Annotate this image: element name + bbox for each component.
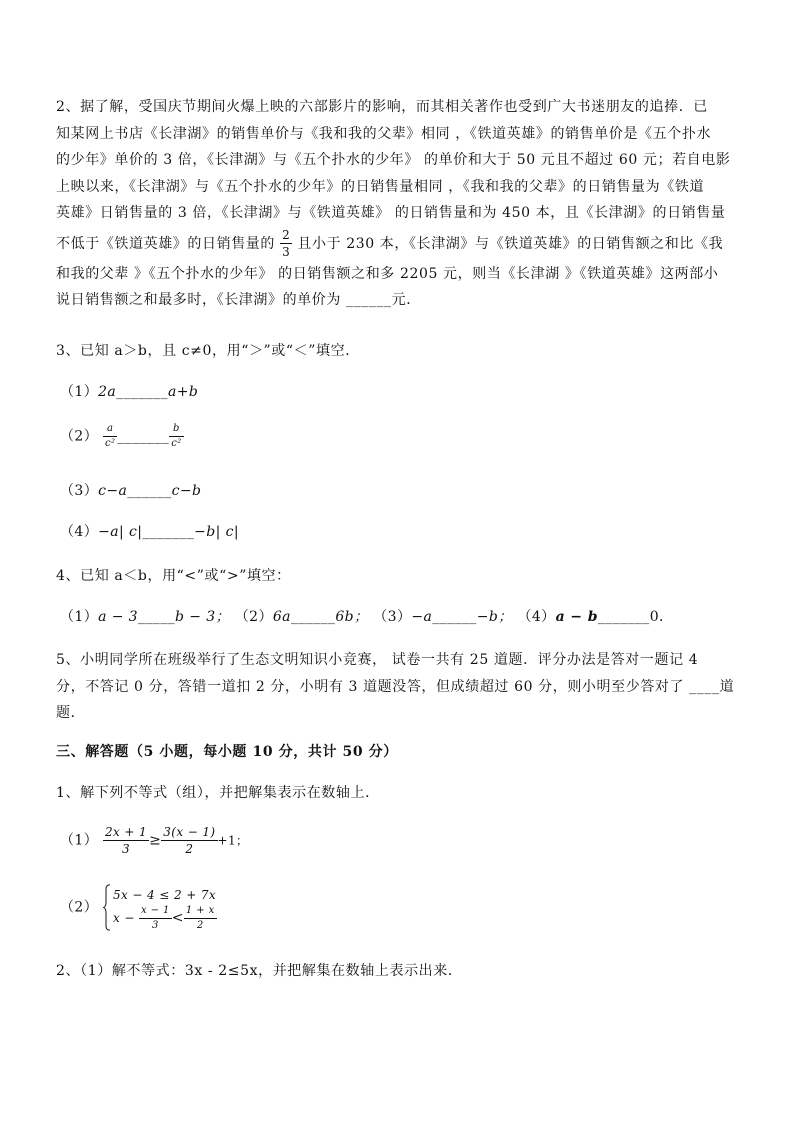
answer-blank: _______ bbox=[597, 609, 650, 625]
item-label: （2） bbox=[234, 609, 273, 625]
expr-right: 0． bbox=[649, 609, 674, 625]
expr-left: a − b bbox=[555, 609, 598, 625]
q2-text: 不低于《铁道英雄》的日销售量的 bbox=[56, 235, 275, 252]
fraction-a-over-c2 bbox=[103, 424, 117, 449]
item-label: （4） bbox=[517, 609, 556, 625]
expr-right: 6b； bbox=[335, 609, 369, 625]
solve-1-part-2 bbox=[60, 884, 217, 931]
answer-blank: _______ bbox=[142, 524, 195, 540]
fraction-2x-plus-1-over-3 bbox=[103, 826, 149, 855]
q4-parts bbox=[60, 607, 673, 627]
item-label: （4） bbox=[60, 524, 99, 540]
fraction-numerator: x − 1 bbox=[139, 906, 172, 919]
expr-left: 6a bbox=[272, 609, 291, 625]
q2-line: 的少年》单价的 3 倍，《长津湖》与《五个扑水的少年》 的单价和大于 50 元且不超过 60 元；若自电影 bbox=[56, 152, 731, 168]
fraction-denominator: c² bbox=[104, 438, 116, 449]
q3-item-3 bbox=[60, 481, 201, 501]
q3-item-1 bbox=[60, 382, 198, 402]
fraction-numerator: b bbox=[169, 424, 183, 437]
fraction-x-minus-1-over-3 bbox=[139, 906, 172, 931]
question-3-stem: 3、已知 a＞b，且 c≠0，用“＞”或“＜”填空． bbox=[56, 343, 360, 359]
q5-line: 题． bbox=[56, 705, 86, 721]
fraction-denominator: 2 bbox=[196, 920, 204, 931]
fraction-denominator: 2 bbox=[185, 842, 194, 856]
fraction-1-plus-x-over-2 bbox=[184, 906, 217, 931]
q2-line: 说日销售额之和最多时，《长津湖》的单价为 ______元． bbox=[56, 292, 421, 308]
solve-1-stem: 1、解下列不等式（组），并把解集表示在数轴上． bbox=[56, 785, 380, 801]
fraction-numerator: 1 + x bbox=[184, 906, 217, 919]
fraction-numerator: 2x + 1 bbox=[104, 825, 148, 839]
q2-text: 且小于 230 本，《长津湖》与《铁道英雄》的日销售额之和比《我 bbox=[297, 235, 724, 252]
expr-left: −a| c| bbox=[98, 524, 143, 540]
system-row-1: 5x − 4 ≤ 2 + 7x bbox=[112, 888, 217, 902]
fraction-b-over-c2 bbox=[169, 424, 183, 449]
q5-line: 分，不答记 0 分，答错一道扣 2 分，小明有 3 道题没答，但成绩超过 60 分，则小明至少答对了 ____道 bbox=[56, 678, 735, 695]
expr-right: −b| c| bbox=[194, 524, 239, 540]
left-brace-icon bbox=[103, 884, 111, 931]
expr-left: x − bbox=[112, 911, 135, 925]
fraction-numerator: 3(x − 1) bbox=[163, 825, 216, 839]
question-2 bbox=[56, 94, 740, 314]
q2-line: 知某网上书店《长津湖》的销售单价与《我和我的父辈》相同 ，《铁道英雄》的销售单价是《五个扑水 bbox=[56, 125, 712, 142]
question-5 bbox=[56, 647, 740, 727]
answer-blank: _____ bbox=[138, 609, 175, 625]
item-label: （2） bbox=[60, 899, 99, 916]
section-heading: 三、解答题（5 小题，每小题 10 分，共计 50 分） bbox=[56, 744, 398, 760]
item-label: （1） bbox=[60, 832, 99, 849]
q3-item-2 bbox=[60, 424, 184, 449]
fraction-denominator: 3 bbox=[152, 920, 159, 931]
q5-line: 5、小明同学所在班级举行了生态文明知识小竞赛， 试卷一共有 25 道题．评分办法是答对一题记 4 bbox=[56, 652, 699, 668]
inequality-system bbox=[103, 884, 217, 931]
expr-right: b − 3； bbox=[175, 609, 230, 625]
expr-left: −a bbox=[411, 609, 433, 625]
expr-right: a+b bbox=[167, 384, 199, 400]
expr-right: −b； bbox=[476, 609, 513, 625]
q3-item-4 bbox=[60, 522, 239, 542]
q2-line: 2、据了解，受国庆节期间火爆上映的六部影片的影响，而其相关著作也受到广大书迷朋友的追捧．已 bbox=[56, 99, 708, 115]
answer-blank: _______ bbox=[116, 384, 168, 400]
answer-blank: ______ bbox=[432, 609, 477, 625]
q2-line: 和我的父辈 》《五个扑水的少年》 的日销售额之和多 2205 元，则当《长津湖 》《铁道英雄》这两部小 bbox=[56, 265, 719, 282]
fraction-3-x-minus-1-over-2 bbox=[161, 826, 217, 855]
expr-tail: +1； bbox=[217, 833, 249, 848]
item-label: （2） bbox=[60, 428, 99, 445]
fraction-denominator: 3 bbox=[282, 245, 291, 259]
answer-blank: ______ bbox=[127, 483, 172, 499]
fraction-two-thirds bbox=[280, 229, 292, 258]
system-row-2 bbox=[113, 906, 217, 931]
fraction-numerator: 2 bbox=[282, 228, 291, 242]
item-label: （3） bbox=[373, 609, 412, 625]
q2-line: 英雄》日销售量的 3 倍，《长津湖》与《铁道英雄》 的日销售量和为 450 本，且《长津湖》的日销售量 bbox=[56, 205, 726, 221]
item-label: （1） bbox=[60, 609, 99, 625]
fraction-denominator: c² bbox=[171, 438, 182, 449]
solve-1-part-1 bbox=[60, 826, 248, 855]
question-4-stem: 4、已知 a＜b，用“<”或“>”填空： bbox=[56, 568, 291, 584]
expr-right: c−b bbox=[171, 483, 202, 499]
expr-left: a − 3 bbox=[98, 609, 138, 625]
q2-line: 上映以来，《长津湖》与《五个扑水的少年》的日销售量相同 ，《我和我的父辈》的日销售量为《铁道 bbox=[56, 178, 705, 195]
answer-blank: _______ bbox=[117, 428, 170, 445]
inequality-sign: ≥ bbox=[149, 832, 162, 849]
item-label: （3） bbox=[60, 483, 99, 499]
inequality-sign: < bbox=[171, 910, 184, 926]
item-label: （1） bbox=[60, 384, 99, 400]
answer-blank: ______ bbox=[290, 609, 336, 625]
fraction-numerator: a bbox=[103, 424, 117, 437]
expr-left: 2a bbox=[98, 384, 117, 400]
fraction-denominator: 3 bbox=[122, 842, 131, 856]
solve-2-stem: 2、（1）解不等式：3x - 2≤5x，并把解集在数轴上表示出来． bbox=[56, 963, 463, 979]
q2-line bbox=[56, 227, 740, 261]
expr-left: c−a bbox=[98, 483, 128, 499]
